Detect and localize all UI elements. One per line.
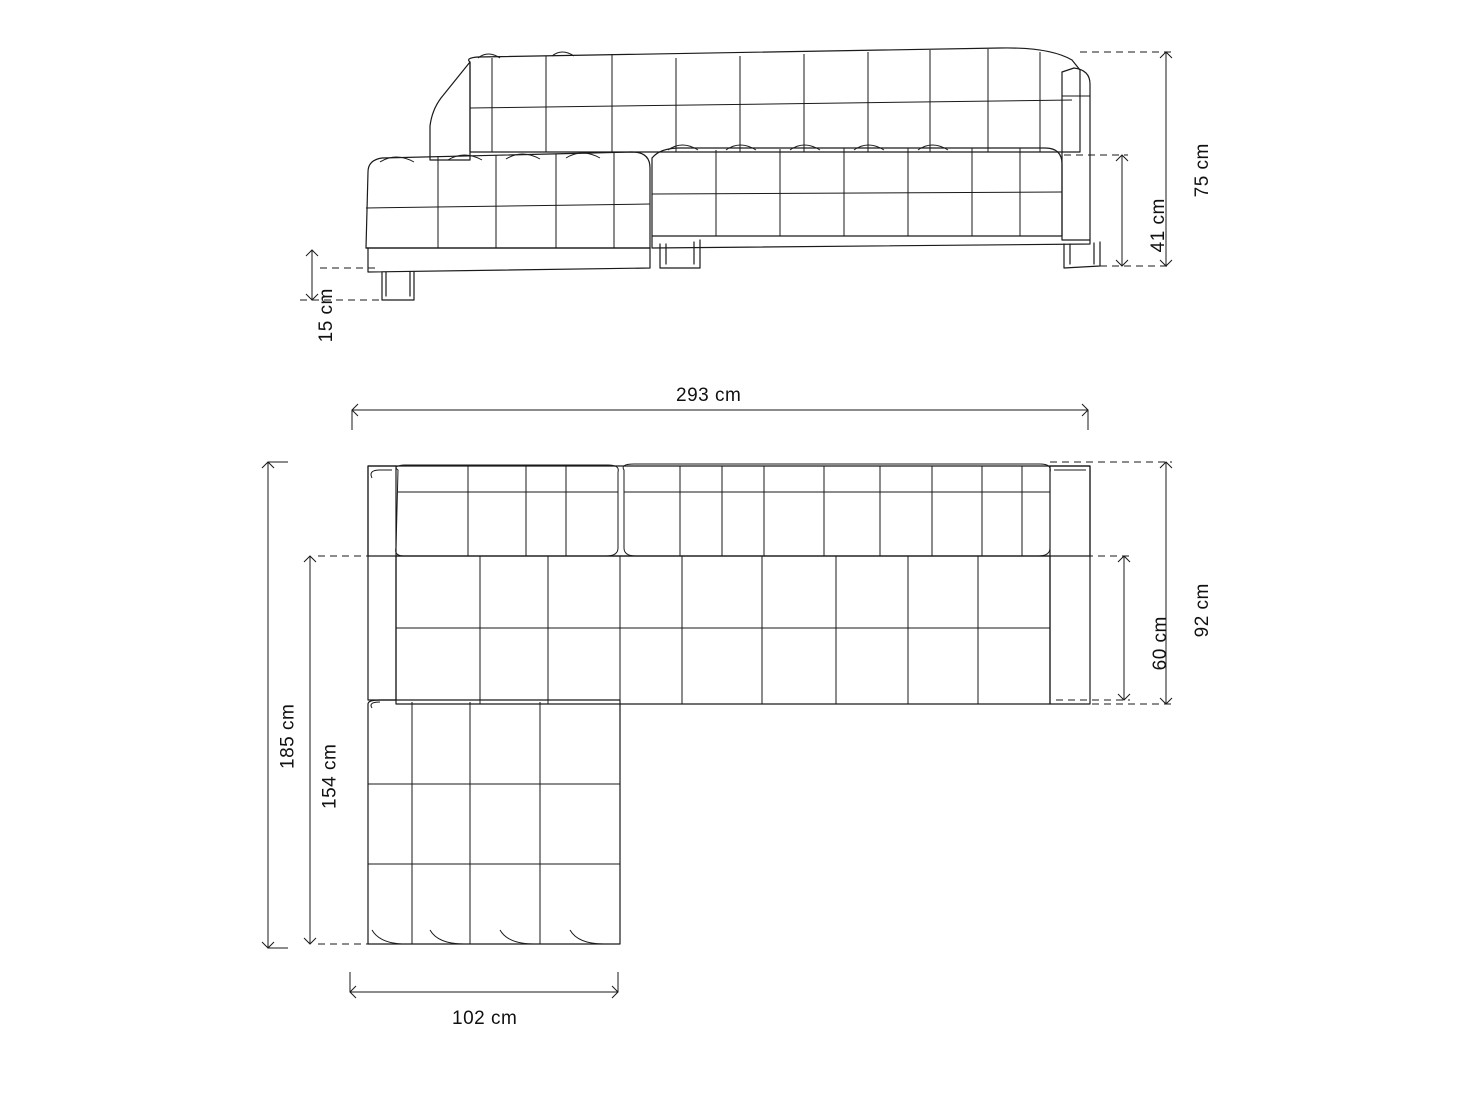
elevation-base-frame bbox=[652, 236, 1090, 248]
dimension-chaise-width bbox=[350, 972, 618, 998]
label-leg-height-text: 15 cm bbox=[316, 288, 338, 343]
label-overall-width bbox=[676, 385, 741, 407]
label-overall-depth-text: 185 cm bbox=[277, 703, 299, 769]
elevation-seat-cushions bbox=[652, 145, 1062, 236]
label-chaise-depth-text: 154 cm bbox=[319, 743, 341, 809]
elevation-backrest bbox=[430, 48, 1080, 160]
label-back-height-text: 41 cm bbox=[1148, 198, 1170, 253]
label-overall-width-text: 293 cm bbox=[676, 385, 742, 406]
label-seat-depth-total-text: 92 cm bbox=[1192, 583, 1214, 638]
elevation-chaise bbox=[366, 152, 650, 272]
label-chaise-depth bbox=[298, 700, 363, 809]
label-overall-height bbox=[1176, 105, 1230, 198]
dimension-back-height bbox=[1064, 155, 1128, 266]
label-chaise-width-text: 102 cm bbox=[452, 1008, 518, 1029]
label-chaise-width bbox=[452, 1008, 517, 1030]
label-seat-depth-inner bbox=[1134, 578, 1188, 671]
label-overall-depth bbox=[256, 660, 321, 769]
label-leg-height bbox=[300, 250, 354, 343]
dimension-chaise-depth bbox=[304, 556, 400, 944]
label-seat-depth-total bbox=[1176, 545, 1230, 638]
label-seat-depth-inner-text: 60 cm bbox=[1150, 616, 1172, 671]
top-plan-view bbox=[262, 404, 1172, 998]
dimension-overall-width bbox=[352, 404, 1088, 430]
label-back-height bbox=[1132, 160, 1186, 253]
elevation-right-arm bbox=[1062, 68, 1090, 240]
label-overall-height-text: 75 cm bbox=[1192, 143, 1214, 198]
